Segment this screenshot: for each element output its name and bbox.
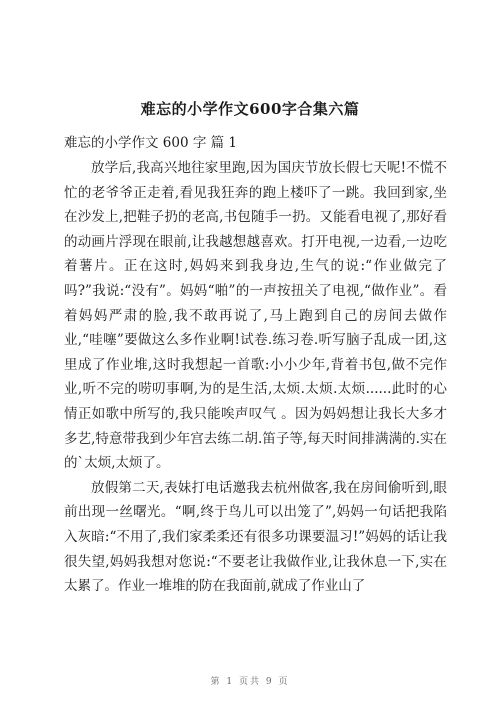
essay-body	[64, 156, 447, 599]
page-footer: 第 1 页共 9 页	[210, 677, 290, 687]
document-title: 难忘的小学作文600字合集六篇	[140, 100, 360, 118]
section-heading: 难忘的小学作文 600 字 篇 1	[64, 135, 238, 151]
paragraph: 放学后,我高兴地往家里跑,因为国庆节放长假七天呢!不慌不忙的老爷爷正走着,看见我狂奔的跑上楼吓了一跳。我回到家,坐在沙发上,把鞋子扔的老高,书包随手一扔。又能看电视了,那好看的动画片浮现在眼前,让我越想越喜欢。打开电视,一边看,一边吃着薯片。正在这时,妈妈来到我身边,生气的说:“作业做完了吗?”我说:“没有”。妈妈“啪”的一声按扭关了电视,“做作业”。看着妈妈严肃的脸,我不敢再说了,马上跑到自己的房间去做作业,“哇噻”要做这么多作业啊!试卷.练习卷.听写脑子乱成一团,这里成了作业堆,这时我想起一首歌:小小少年,背着书包,做不完作业,听不完的唠叨事啊,为的是生活,太烦.太烦.太烦......此时的心情正如歌中所写的,我只能唉声叹气 。因为妈妈想让我长大多才多艺,特意带我到少年宫去练二胡.笛子等,每天时间排满满的.实在的`太烦,太烦了。	[64, 160, 447, 472]
paragraph: 放假第二天,表妹打电话邀我去杭州做客,我在房间偷听到,眼前出现一丝曙光。“啊,终于鸟儿可以出笼了”,妈妈一句话把我陷入灰暗:“不用了,我们家柔柔还有很多功课要温习!”妈妈的话让我很失望,妈妈我想对您说:“不要老让我做作业,让我休息一下,实在太累了。作业一堆堆的防在我面前,就成了作业山了	[64, 479, 447, 595]
